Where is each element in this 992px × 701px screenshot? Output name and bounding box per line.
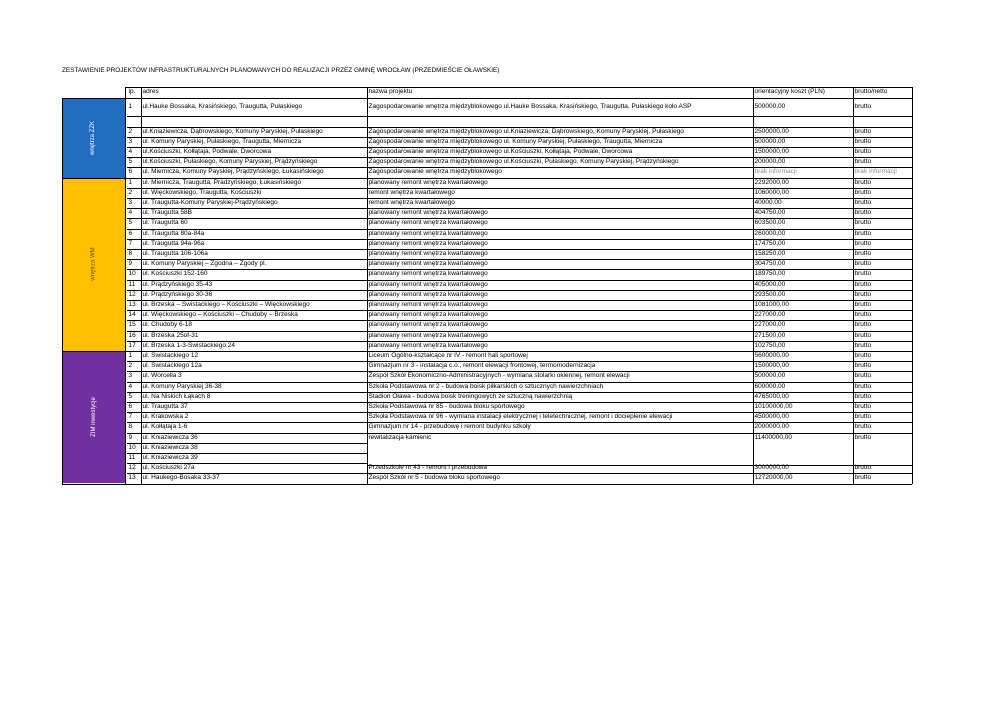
- cell-adres: ul. Komuny Paryskiej, Pułaskiego, Traugutta, Miernicza: [142, 137, 302, 145]
- cell-nazwa: planowany remont wnętrza kwartałowego: [368, 260, 488, 268]
- cell-brutto: brutto: [854, 331, 872, 339]
- row-divider: [127, 412, 912, 413]
- cell-adres: ul. Prądzyńskiego 30-36: [142, 290, 213, 298]
- cell-brutto: brak informacji: [854, 168, 897, 176]
- cell-lp: 12: [128, 464, 136, 472]
- cell-adres: ul. Prądzyńskiego 35-43: [142, 280, 213, 288]
- cell-lp: 10: [128, 270, 136, 278]
- row-divider: [127, 229, 912, 230]
- cell-adres: ul. Kościuszki 27a: [142, 464, 195, 472]
- cell-adres: ul.Kościuszki, Pułaskiego, Komuny Paryskiej, Prądzyńskiego: [142, 158, 318, 166]
- cell-koszt: 158250,00: [754, 249, 786, 257]
- cell-adres: ul. Więckowskiego – Kościuszki – Chudoby – Brzeska: [142, 311, 298, 319]
- column-divider: [912, 87, 913, 484]
- cell-adres: ul. Traugutta-Komuny Paryskiej-Prądzyńskiego: [142, 198, 278, 206]
- cell-koszt: 227000,00: [754, 311, 786, 319]
- cell-lp: 4: [128, 209, 133, 217]
- cell-adres: ul. Komuny Paryskiej – Zgodna – Zgody pl.: [142, 260, 267, 268]
- table-border-top: [125, 87, 912, 88]
- row-divider: [127, 331, 912, 332]
- cell-adres: ul. Haukego-Bosaka 33-37: [142, 474, 220, 482]
- group-label-zzk: wnętrza ZZK: [90, 120, 97, 155]
- row-divider: [127, 249, 912, 250]
- row-divider: [127, 259, 912, 260]
- cell-koszt: 2000000,00: [754, 423, 789, 431]
- row-divider: [127, 463, 367, 464]
- cell-koszt: 102750,00: [754, 341, 786, 349]
- column-divider: [853, 87, 854, 484]
- cell-adres: ul. Kołłątaja 1-6: [142, 423, 188, 431]
- cell-lp: 2: [128, 127, 133, 135]
- cell-lp: 11: [128, 453, 136, 461]
- cell-adres: ul. Na Niskich Łąkach 8: [142, 392, 211, 400]
- cell-lp: 2: [128, 362, 133, 370]
- cell-adres: ul. Traugutta 80a-84a: [142, 229, 205, 237]
- cell-brutto: brutto: [854, 137, 872, 145]
- cell-brutto: brutto: [854, 229, 872, 237]
- row-divider: [127, 300, 912, 301]
- cell-lp: 6: [128, 229, 133, 237]
- header-divider: [62, 98, 912, 99]
- cell-nazwa: planowany remont wnętrza kwartałowego: [368, 321, 488, 329]
- row-divider: [127, 453, 367, 454]
- cell-koszt: 1500000,00: [754, 147, 789, 155]
- cell-brutto: brutto: [854, 423, 872, 431]
- row-divider: [127, 167, 912, 168]
- cell-brutto: brutto: [854, 464, 872, 472]
- cell-nazwa: Zagospodarowanie wnętrza międzyblokowego ul.Kościuszki, Pułaskiego, Komuny Paryskiej, Prądzyńskiego: [368, 158, 679, 166]
- cell-brutto: brutto: [854, 270, 872, 278]
- cell-brutto: brutto: [854, 402, 872, 410]
- cell-koszt: 500000,00: [754, 372, 786, 380]
- cell-lp: 14: [128, 311, 136, 319]
- row-divider: [127, 218, 912, 219]
- row-divider: [127, 371, 912, 372]
- row-divider: [127, 443, 367, 444]
- cell-koszt: 260000,00: [754, 229, 786, 237]
- header-adres: adres: [142, 88, 159, 95]
- cell-lp: 3: [128, 372, 133, 380]
- row-divider: [127, 422, 912, 423]
- cell-nazwa: Szkoła Podstawowa nr 2 - budowa boisk piłkarskich o sztucznych nawierzchniach: [368, 382, 604, 390]
- cell-koszt: 189750,00: [754, 270, 786, 278]
- cell-lp: 16: [128, 331, 136, 339]
- cell-adres: ul. Brzeska 1-3-Świstackiego 24: [142, 341, 235, 349]
- cell-brutto: brutto: [854, 188, 872, 196]
- cell-brutto: brutto: [854, 433, 872, 441]
- group-label-zim: ZIM inwestycje: [90, 397, 97, 438]
- cell-brutto: brutto: [854, 280, 872, 288]
- row-divider: [127, 239, 912, 240]
- cell-lp: 11: [128, 280, 136, 288]
- cell-adres: ul.Kościuszki, Kołłątaja, Podwale, Dworcowa: [142, 147, 272, 155]
- cell-lp: 10: [128, 443, 136, 451]
- cell-nazwa: Zagospodarowanie wnętrza międzyblokowego ul.Kościuszki, Kołłątaja, Podwale, Dworcowa: [368, 147, 633, 155]
- cell-nazwa: Zespół Szkół nr 5 - budowa bloku sportowego: [368, 474, 501, 482]
- cell-nazwa: planowany remont wnętrza kwartałowego: [368, 249, 488, 257]
- cell-nazwa: rewitalizacja kamienic: [368, 433, 432, 441]
- cell-lp: 9: [128, 433, 133, 441]
- group-label-wm: wnętrza WM: [90, 247, 97, 281]
- cell-adres: ul. Miernicza, Komuny Payskiej, Prądzyńskiego, Łukasińskiego: [142, 168, 324, 176]
- cell-adres: ul. Kniaziewicza 39: [142, 453, 198, 461]
- cell-brutto: brutto: [854, 127, 872, 135]
- cell-lp: 7: [128, 413, 133, 421]
- cell-nazwa: Zagospodarowanie wnętrza międzyblokowego: [368, 168, 502, 176]
- cell-adres: ul. Więckowskiego, Traugutta, Kościuszki: [142, 188, 262, 196]
- row-divider: [127, 392, 912, 393]
- cell-brutto: brutto: [854, 239, 872, 247]
- cell-koszt: 304750,00: [754, 260, 786, 268]
- cell-adres: ul. Traugutta 106-106a: [142, 249, 208, 257]
- cell-koszt: 227000,00: [754, 321, 786, 329]
- cell-brutto: brutto: [854, 209, 872, 217]
- row-divider: [127, 127, 912, 128]
- row-divider: [127, 310, 912, 311]
- cell-lp: 6: [128, 168, 133, 176]
- cell-adres: ul. Kniaziewicza 38: [142, 443, 198, 451]
- cell-nazwa: remont wnętrza kwartałowego: [368, 198, 455, 206]
- cell-brutto: brutto: [854, 103, 872, 110]
- cell-koszt: brak informacji: [754, 168, 797, 176]
- column-divider: [141, 87, 142, 484]
- cell-adres: ul. Brzeska 25of-31: [142, 331, 199, 339]
- cell-koszt: 2292000,00: [754, 178, 789, 186]
- cell-brutto: brutto: [854, 362, 872, 370]
- cell-nazwa: planowany remont wnętrza kwartałowego: [368, 239, 488, 247]
- cell-lp: 5: [128, 392, 133, 400]
- cell-nazwa: planowany remont wnętrza kwartałowego: [368, 209, 488, 217]
- cell-adres: ul. Traugutta 60: [142, 219, 188, 227]
- table-border-left: [62, 98, 63, 484]
- cell-koszt: 1500000,00: [754, 362, 789, 370]
- cell-adres: ul. Kościuszki 152-160: [142, 270, 208, 278]
- cell-lp: 1: [128, 103, 133, 110]
- cell-adres: ul. Worcella 3: [142, 372, 182, 380]
- cell-lp: 4: [128, 147, 133, 155]
- cell-koszt: 600000,00: [754, 382, 786, 390]
- cell-lp: 4: [128, 382, 133, 390]
- cell-koszt: 1060000,00: [754, 188, 789, 196]
- row-divider: [127, 290, 912, 291]
- cell-brutto: brutto: [854, 351, 872, 359]
- cell-lp: 1: [128, 178, 133, 186]
- row-divider: [127, 157, 912, 158]
- cell-brutto: brutto: [854, 372, 872, 380]
- cell-lp: 3: [128, 137, 133, 145]
- cell-adres: ul. Świstackiego 12a: [142, 362, 202, 370]
- cell-adres: ul. Traugutta 37: [142, 402, 188, 410]
- cell-nazwa: Szkoła Podstawowa nr 96 - wymiana instalacji elektrycznej i teletechnicznej, remont i docieplenie elewacji: [368, 413, 673, 421]
- cell-nazwa: Zagospodarowanie wnętrza międzyblokowego ul.Hauke Bossaka, Krasińskiego, Traugutta, Pułaskiego koło ASP: [368, 103, 692, 110]
- cell-brutto: brutto: [854, 300, 872, 308]
- cell-adres: ul. Traugutta 94a-96a: [142, 239, 205, 247]
- cell-koszt: 405000,00: [754, 280, 786, 288]
- cell-lp: 17: [128, 341, 136, 349]
- cell-nazwa: Zagospodarowanie wnętrza międzyblokowego ul. Komuny Paryskiej, Pułaskiego, Traugutta, Miernicza: [368, 137, 663, 145]
- cell-nazwa: Zagospodarowanie wnętrza międzyblokowego ul.Kniaziewicza, Dąbrowskiego, Komuny Paryskiej, Pułaskiego: [368, 127, 684, 135]
- cell-nazwa: planowany remont wnętrza kwartałowego: [368, 311, 488, 319]
- cell-brutto: brutto: [854, 392, 872, 400]
- cell-brutto: brutto: [854, 260, 872, 268]
- cell-koszt: 10100000,00: [754, 402, 793, 410]
- cell-lp: 7: [128, 239, 133, 247]
- cell-nazwa: Gimnazjum nr 14 - przebudowę i remont budynku szkoły: [368, 423, 531, 431]
- cell-adres: ul. Brzeska – Świstackiego – Kościuszki – Więckowskiego: [142, 300, 310, 308]
- cell-nazwa: planowany remont wnętrza kwartałowego: [368, 341, 488, 349]
- cell-brutto: brutto: [854, 311, 872, 319]
- cell-brutto: brutto: [854, 321, 872, 329]
- cell-brutto: brutto: [854, 474, 872, 482]
- row-divider: [127, 208, 912, 209]
- cell-adres: ul. Krakowska 2: [142, 413, 189, 421]
- row-divider: [127, 188, 912, 189]
- cell-nazwa: Zespół Szkół Ekonomiczno-Administracyjnych - wymiana stolarki okiennej, remont elewacji: [368, 372, 630, 380]
- row-divider: [127, 269, 912, 270]
- cell-koszt: 500000,00: [754, 103, 786, 110]
- group-divider: [62, 178, 912, 179]
- row-divider: [367, 465, 912, 466]
- cell-lp: 9: [128, 260, 133, 268]
- header-lp: lp.: [128, 88, 136, 95]
- cell-nazwa: planowany remont wnętrza kwartałowego: [368, 290, 488, 298]
- cell-koszt: 2500000,00: [754, 127, 789, 135]
- row-divider: [127, 341, 912, 342]
- cell-lp: 8: [128, 423, 133, 431]
- cell-lp: 12: [128, 290, 136, 298]
- document-title: ZESTAWIENIE PROJEKTÓW INFRASTRUKTURALNYCH PLANOWANYCH DO REALIZACJI PRZEZ GMINĘ WROCŁAW (PRZEDMIEŚCIE OŁAWSKIE): [62, 67, 500, 74]
- cell-koszt: 271500,00: [754, 331, 786, 339]
- row-divider: [127, 433, 912, 434]
- cell-nazwa: planowany remont wnętrza kwartałowego: [368, 178, 488, 186]
- group-divider: [62, 351, 912, 352]
- cell-brutto: brutto: [854, 249, 872, 257]
- cell-koszt: 11400000,00: [754, 433, 792, 441]
- cell-koszt: 12720000,00: [754, 474, 793, 482]
- cell-koszt: 4500000,00: [754, 413, 789, 421]
- cell-nazwa: Liceum Ogólno-kształcące nr IV - remont hali sportowej: [368, 351, 528, 359]
- row-divider: [127, 280, 912, 281]
- cell-koszt: 40000,00: [754, 198, 782, 206]
- row-divider: [127, 137, 912, 138]
- cell-lp: 6: [128, 402, 133, 410]
- cell-lp: 15: [128, 321, 136, 329]
- cell-lp: 5: [128, 158, 133, 166]
- cell-koszt: 3000000,00: [754, 464, 789, 472]
- cell-koszt: 1081000,00: [754, 300, 789, 308]
- cell-koszt: 293500,00: [754, 290, 786, 298]
- cell-koszt: 5600000,00: [754, 351, 789, 359]
- cell-lp: 3: [128, 198, 133, 206]
- cell-adres: ul. Miernicza, Traugutta, Pradzyńskiego, Łukasińskiego: [142, 178, 302, 186]
- header-brutto: brutto/netto: [854, 88, 888, 95]
- cell-brutto: brutto: [854, 219, 872, 227]
- cell-lp: 2: [128, 188, 133, 196]
- cell-nazwa: planowany remont wnętrza kwartałowego: [368, 219, 488, 227]
- cell-brutto: brutto: [854, 158, 872, 166]
- row-divider: [127, 402, 912, 403]
- row-divider: [127, 198, 912, 199]
- cell-nazwa: Przedszkole nr 43 - remont i przebudowa: [368, 464, 488, 472]
- band-border: [125, 87, 126, 484]
- cell-lp: 5: [128, 219, 133, 227]
- row-divider: [127, 147, 912, 148]
- cell-koszt: 200000,00: [754, 158, 786, 166]
- cell-nazwa: planowany remont wnętrza kwartałowego: [368, 270, 488, 278]
- cell-koszt: 603500,00: [754, 219, 786, 227]
- cell-nazwa: Gimnazjum nr 3 - instalacja c.o., remont elewacji frontowej, termomodernizacja: [368, 362, 596, 370]
- cell-adres: ul. Kniaziewicza 36: [142, 433, 198, 441]
- cell-adres: ul. Traugutta 58B: [142, 209, 193, 217]
- cell-adres: ul. Świstackiego 12: [142, 351, 199, 359]
- cell-nazwa: planowany remont wnętrza kwartałowego: [368, 229, 488, 237]
- cell-brutto: brutto: [854, 178, 872, 186]
- cell-lp: 13: [128, 300, 136, 308]
- row-divider: [127, 382, 912, 383]
- header-nazwa: nazwa projektu: [368, 88, 413, 95]
- cell-adres: ul.Hauke Bossaka, Krasińskiego, Traugutta, Pułaskiego: [142, 103, 303, 110]
- cell-nazwa: planowany remont wnętrza kwartałowego: [368, 331, 488, 339]
- cell-brutto: brutto: [854, 147, 872, 155]
- cell-lp: 13: [128, 474, 136, 482]
- cell-nazwa: planowany remont wnętrza kwartałowego: [368, 300, 488, 308]
- cell-brutto: brutto: [854, 198, 872, 206]
- cell-adres: ul. Chudoby 6-18: [142, 321, 193, 329]
- row-divider: [127, 361, 912, 362]
- cell-koszt: 500000,00: [754, 137, 786, 145]
- cell-koszt: 4765000,00: [754, 392, 789, 400]
- cell-nazwa: Stadion Oława - budowa boisk treningowych ze sztuczną nawierzchnią: [368, 392, 573, 400]
- row-divider: [127, 116, 912, 117]
- table-border-bottom: [62, 484, 912, 485]
- cell-brutto: brutto: [854, 290, 872, 298]
- cell-brutto: brutto: [854, 341, 872, 349]
- cell-brutto: brutto: [854, 413, 872, 421]
- row-divider: [127, 473, 912, 474]
- cell-adres: ul. Komuny Paryskiej 36-38: [142, 382, 222, 390]
- row-divider: [127, 320, 912, 321]
- cell-brutto: brutto: [854, 382, 872, 390]
- cell-lp: 8: [128, 249, 133, 257]
- cell-nazwa: planowany remont wnętrza kwartałowego: [368, 280, 488, 288]
- cell-adres: ul.Kniaziewicza, Dąbrowskiego, Komuny Paryskiej, Pułaskiego: [142, 127, 323, 135]
- header-koszt: orientacyjny koszt (PLN): [754, 88, 825, 95]
- cell-koszt: 174750,00: [754, 239, 786, 247]
- cell-lp: 1: [128, 351, 133, 359]
- column-divider: [367, 87, 368, 484]
- cell-koszt: 404750,00: [754, 209, 786, 217]
- cell-nazwa: Szkoła Podstawowa nr 85 - budowa bloku sportowego: [368, 402, 525, 410]
- cell-nazwa: remont wnętrza kwartałowego: [368, 188, 455, 196]
- column-divider: [753, 87, 754, 484]
